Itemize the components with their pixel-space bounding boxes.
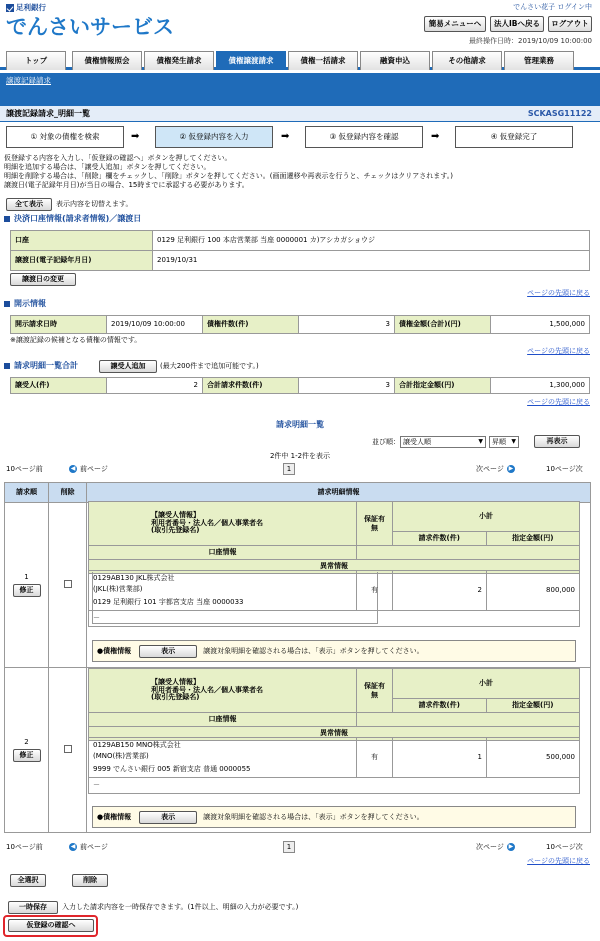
- row2-amount: 500,000: [487, 738, 580, 778]
- back-to-top-link[interactable]: ページの先頭に戻る: [527, 398, 590, 406]
- error-header: 異常情報: [89, 560, 580, 574]
- show-bond-button[interactable]: 表示: [139, 811, 197, 824]
- edit-button[interactable]: 修正: [13, 749, 41, 762]
- disclosure-date-value: 2019/10/09 10:00:00: [107, 316, 203, 334]
- step-4: ④ 仮登録完了: [455, 126, 573, 148]
- row-order-number: 2: [24, 738, 29, 747]
- tab-bond-issue[interactable]: 債権発生請求: [144, 51, 214, 70]
- subtotal-header: 小計: [393, 502, 580, 532]
- redisplay-button[interactable]: 再表示: [534, 435, 580, 448]
- page-number[interactable]: 1: [283, 463, 295, 475]
- prev10-link[interactable]: 10ページ前: [6, 843, 43, 851]
- instruction-4: 譲渡日(電子記録年月日)が当日の場合、15時までに承認する必要があります。: [4, 181, 249, 189]
- summary-heading-text: 請求明細一覧合計: [14, 361, 78, 370]
- error-header: 異常情報: [89, 727, 580, 741]
- change-date-button[interactable]: 譲渡日の変更: [10, 273, 76, 286]
- prev-page-label: 前ページ: [80, 465, 108, 473]
- chevron-left-icon: ◀: [70, 843, 76, 851]
- list-title: 請求明細一覧: [276, 420, 324, 429]
- row-order-number: 1: [24, 573, 29, 582]
- add-assignee-button[interactable]: 譲受人追加: [99, 360, 157, 373]
- corp-ib-back-button[interactable]: 法人IBへ戻る: [490, 16, 544, 32]
- row1-account: 0129 足利銀行 101 宇都宮支店 当座 0000033: [93, 598, 244, 607]
- disclosure-heading-text: 開示情報: [14, 299, 46, 308]
- count-header: 請求件数(件): [393, 699, 487, 713]
- next-page-link[interactable]: [476, 843, 518, 852]
- total-amount-label: 合計指定金額(円): [395, 378, 491, 394]
- row1-values: [88, 570, 580, 627]
- total-request-count-label: 合計請求件数(件): [203, 378, 299, 394]
- assignee-header: 【譲受人情報】 利用者番号・法人名／個人事業者名 (取引先登録名): [89, 669, 357, 713]
- amount-header: 指定金額(円): [486, 532, 580, 546]
- temp-save-button[interactable]: 一時保存: [8, 901, 58, 914]
- service-logo: でんさいサービス: [6, 15, 174, 39]
- prev-page-label: 前ページ: [80, 843, 108, 851]
- arrow-right-icon: ➡: [131, 131, 140, 142]
- settlement-heading-text: 決済口座情報(請求者情報)／譲渡日: [14, 214, 142, 223]
- row2-count: 1: [393, 738, 487, 778]
- order-select[interactable]: [489, 436, 519, 448]
- row2-inner-table: [88, 668, 580, 741]
- last-operation-time: 最終操作日時：2019/10/09 10:00:00: [468, 37, 592, 45]
- order-select-value: 昇順: [492, 437, 506, 446]
- bond-count-label: 債権件数(件): [203, 316, 299, 334]
- row2-account: 9999 でんさい銀行 005 新宿支店 普通 0000055: [93, 765, 251, 774]
- col-detail: 請求明細情報: [87, 483, 591, 503]
- tab-bond-inquiry[interactable]: 債権情報照会: [72, 51, 142, 70]
- chevron-down-icon: ▼: [511, 438, 516, 446]
- row1-error: －: [89, 611, 580, 627]
- summary-heading: [4, 361, 78, 371]
- bond-info-note: 譲渡対象明細を確認される場合は、「表示」ボタンを押してください。: [203, 646, 424, 655]
- delete-button[interactable]: 削除: [72, 874, 108, 887]
- page-number[interactable]: 1: [283, 841, 295, 853]
- row-delete-cell: [49, 503, 87, 668]
- row1-inner-table: [88, 501, 580, 574]
- chevron-left-icon: ◀: [70, 465, 76, 473]
- assignee-header: 【譲受人情報】 利用者番号・法人名／個人事業者名 (取引先登録名): [89, 502, 357, 546]
- disclosure-date-label: 開示請求日時: [11, 316, 107, 334]
- row1-assignee-dept: (JKL(株)営業部): [93, 584, 143, 593]
- account-header: 口座情報: [89, 546, 357, 560]
- bond-amount-label: 債権金額(合計)(円): [395, 316, 491, 334]
- logout-button[interactable]: ログアウト: [548, 16, 592, 32]
- arrow-right-icon: ➡: [281, 131, 290, 142]
- delete-checkbox[interactable]: [64, 580, 72, 588]
- arrow-right-icon: ➡: [431, 131, 440, 142]
- select-all-button[interactable]: 全選択: [10, 874, 46, 887]
- row2-guarantee: 有: [357, 738, 393, 778]
- count-header: 請求件数(件): [393, 532, 487, 546]
- assignee-count-label: 譲受人(件): [11, 378, 107, 394]
- row1-amount: 800,000: [487, 571, 580, 611]
- bond-info-note: 譲渡対象明細を確認される場合は、「表示」ボタンを押してください。: [203, 812, 424, 821]
- user-status: でんさい花子 ログイン中: [513, 3, 592, 11]
- sort-select-value: 譲受人順: [403, 437, 431, 446]
- bank-name-text: 足利銀行: [16, 3, 46, 12]
- settlement-heading: [4, 214, 141, 224]
- sort-select[interactable]: [400, 436, 486, 448]
- back-to-top-link[interactable]: ページの先頭に戻る: [527, 347, 590, 355]
- row-delete-cell: [49, 668, 87, 833]
- page-title: 譲渡記録請求_明細一覧: [6, 109, 90, 118]
- page-title-bar: [0, 106, 600, 122]
- chevron-right-icon: ▶: [508, 465, 514, 473]
- bond-info-label: ●債権情報: [97, 812, 132, 821]
- temp-save-note: 入力した請求内容を一時保存できます。(1件以上、明細の入力が必要です。): [62, 903, 299, 911]
- chevron-down-icon: ▼: [478, 438, 483, 446]
- disclosure-heading: [4, 299, 46, 309]
- row1-assignee: 0129AB130 JKL株式会社: [93, 574, 175, 583]
- amount-header: 指定金額(円): [486, 699, 580, 713]
- result-count: 2件中 1-2件を表示: [269, 452, 331, 460]
- disclosure-table: [10, 315, 590, 334]
- summary-table: [10, 377, 590, 394]
- row2-bond-info: [92, 806, 576, 828]
- chevron-right-icon: ▶: [508, 843, 514, 851]
- prev-page-link[interactable]: [66, 843, 108, 852]
- disclosure-note: ※譲渡記録の候補となる債権の情報です。: [10, 336, 142, 344]
- back-to-top-link[interactable]: ページの先頭に戻る: [527, 857, 590, 865]
- delete-checkbox[interactable]: [64, 745, 72, 753]
- sort-label: 並び順：: [372, 438, 400, 446]
- instruction-2: 明細を追加する場合は、「譲受人追加」ボタンを押してください。: [4, 163, 211, 171]
- assignee-count-value: 2: [107, 378, 203, 394]
- edit-button[interactable]: 修正: [13, 584, 41, 597]
- account-label: 口座: [11, 231, 153, 251]
- bond-amount-value: 1,500,000: [491, 316, 590, 334]
- header-filler: [357, 546, 580, 560]
- show-bond-button[interactable]: 表示: [139, 645, 197, 658]
- col-order: 請求順: [5, 483, 49, 503]
- simple-menu-button[interactable]: 簡易メニューへ: [424, 16, 486, 32]
- prev-page-link[interactable]: [66, 465, 108, 474]
- show-all-button[interactable]: 全て表示: [6, 198, 52, 211]
- bond-info-label: ●債権情報: [97, 646, 132, 655]
- account-value: 0129 足利銀行 100 本店営業部 当座 0000001 カ)アシカガショウジ: [153, 231, 590, 251]
- check-icon: [6, 4, 14, 12]
- guarantee-header: 保証有無: [357, 502, 393, 546]
- main-tabs: [0, 48, 600, 70]
- transfer-record-link[interactable]: 譲渡記録請求: [6, 76, 51, 85]
- tab-bond-transfer[interactable]: 債権譲渡請求: [216, 51, 286, 70]
- tab-bulk-request[interactable]: 債権一括請求: [288, 51, 358, 70]
- step-2: ② 仮登録内容を入力: [155, 126, 273, 148]
- square-icon: [4, 363, 10, 369]
- tab-other[interactable]: その他請求: [432, 51, 502, 70]
- step-3: ③ 仮登録内容を確認: [305, 126, 423, 148]
- row2-assignee: 0129AB150 MNO株式会社: [93, 741, 181, 750]
- next-page-link[interactable]: [476, 465, 518, 474]
- guarantee-header: 保証有無: [357, 669, 393, 713]
- col-delete: 削除: [49, 483, 87, 503]
- transfer-date-value: 2019/10/31: [153, 251, 590, 271]
- total-request-count-value: 3: [299, 378, 395, 394]
- add-assignee-note: (最大200件まで追加可能です。): [160, 362, 259, 370]
- row1-guarantee: 有: [357, 571, 393, 611]
- screen-code: SCKASG11122: [527, 109, 592, 118]
- instruction-3: 明細を削除する場合は、「削除」欄をチェックし、「削除」ボタンを押してください。(画面遷移や再表示を行うと、チェックはクリアされます。): [4, 172, 453, 180]
- next10-link[interactable]: 10ページ次: [546, 843, 583, 851]
- row2-values: [88, 737, 580, 794]
- row2-error: －: [89, 778, 580, 794]
- account-header: 口座情報: [89, 713, 357, 727]
- square-icon: [4, 216, 10, 222]
- next10-link[interactable]: 10ページ次: [546, 465, 583, 473]
- step-1: ① 対象の債権を検索: [6, 126, 124, 148]
- row-order-cell: [5, 503, 49, 668]
- instruction-1: 仮登録する内容を入力し、「仮登録の確認へ」ボタンを押してください。: [4, 154, 232, 162]
- subtotal-header: 小計: [393, 669, 580, 699]
- row1-count: 2: [393, 571, 487, 611]
- header-filler: [357, 713, 580, 727]
- bond-count-value: 3: [299, 316, 395, 334]
- total-amount-value: 1,300,000: [491, 378, 590, 394]
- back-to-top-link[interactable]: ページの先頭に戻る: [527, 289, 590, 297]
- bank-name: [6, 3, 46, 12]
- row2-assignee-dept: (MNO(株)営業部): [93, 751, 149, 760]
- settlement-table: [10, 230, 590, 271]
- header: [0, 0, 600, 48]
- sub-nav: [0, 73, 600, 106]
- tab-top[interactable]: トップ: [6, 51, 66, 70]
- tab-loan[interactable]: 融資申込: [360, 51, 430, 70]
- row-order-cell: [5, 668, 49, 833]
- row2-assignee-cell: [89, 738, 357, 778]
- prev10-link[interactable]: 10ページ前: [6, 465, 43, 473]
- row1-assignee-cell: [89, 571, 357, 611]
- next-page-label: 次ページ: [476, 843, 504, 851]
- show-all-text: 表示内容を切替えます。: [56, 200, 133, 208]
- next-page-label: 次ページ: [476, 465, 504, 473]
- tab-admin[interactable]: 管理業務: [504, 51, 574, 70]
- confirm-temp-registration-button[interactable]: 仮登録の確認へ: [8, 919, 94, 932]
- transfer-date-label: 譲渡日(電子記録年月日): [11, 251, 153, 271]
- square-icon: [4, 301, 10, 307]
- row1-bond-info: [92, 640, 576, 662]
